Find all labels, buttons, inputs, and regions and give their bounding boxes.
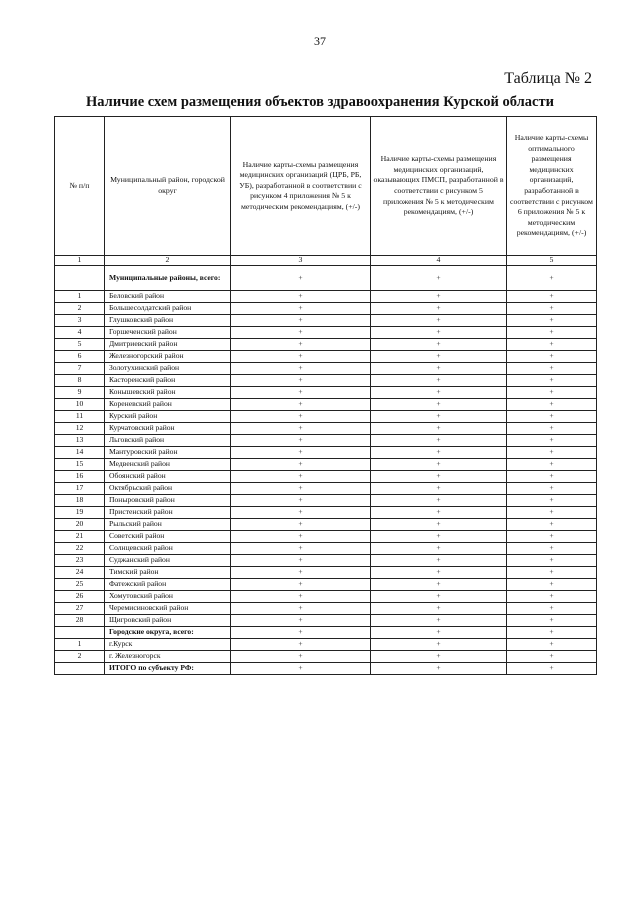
section-num <box>55 662 105 674</box>
table-row <box>55 326 597 338</box>
map-crb-value: + <box>231 386 371 398</box>
map-pmsp-value: + <box>371 446 507 458</box>
table-row <box>55 362 597 374</box>
map-pmsp-value: + <box>371 590 507 602</box>
map-crb-value: + <box>231 434 371 446</box>
row-number: 14 <box>55 446 105 458</box>
district-name: Золотухинский район <box>105 362 231 374</box>
map-optimal-value: + <box>507 614 597 626</box>
map-crb-value: + <box>231 350 371 362</box>
district-name: Кореневский район <box>105 398 231 410</box>
district-name: Октябрьский район <box>105 482 231 494</box>
table-row <box>55 614 597 626</box>
map-crb-value: + <box>231 362 371 374</box>
row-number: 19 <box>55 506 105 518</box>
district-name: Пристенский район <box>105 506 231 518</box>
map-crb-value: + <box>231 638 371 650</box>
map-pmsp-value: + <box>371 518 507 530</box>
row-number: 21 <box>55 530 105 542</box>
map-pmsp-value: + <box>371 362 507 374</box>
map-crb-value: + <box>231 398 371 410</box>
district-name: Беловский район <box>105 290 231 302</box>
column-number: 1 <box>55 256 105 266</box>
section-value: + <box>507 662 597 674</box>
map-pmsp-value: + <box>371 302 507 314</box>
table-body <box>55 265 597 674</box>
row-number: 8 <box>55 374 105 386</box>
map-crb-value: + <box>231 482 371 494</box>
map-optimal-value: + <box>507 386 597 398</box>
map-pmsp-value: + <box>371 410 507 422</box>
section-value: + <box>371 662 507 674</box>
section-value: + <box>231 662 371 674</box>
district-name: Черемисиновский район <box>105 602 231 614</box>
map-crb-value: + <box>231 374 371 386</box>
map-pmsp-value: + <box>371 554 507 566</box>
map-pmsp-value: + <box>371 326 507 338</box>
row-number: 5 <box>55 338 105 350</box>
row-number: 23 <box>55 554 105 566</box>
map-optimal-value: + <box>507 554 597 566</box>
table-row <box>55 638 597 650</box>
map-pmsp-value: + <box>371 374 507 386</box>
map-pmsp-value: + <box>371 566 507 578</box>
map-optimal-value: + <box>507 482 597 494</box>
map-pmsp-value: + <box>371 290 507 302</box>
row-number: 13 <box>55 434 105 446</box>
map-pmsp-value: + <box>371 458 507 470</box>
table-label: Таблица № 2 <box>504 70 592 87</box>
header-map-pmsp: Наличие карты-схемы размещения медицинских организаций, оказывающих ПМСП, разработанной в соответствии с рисунком 5 приложения № 5 к методическим рекомендациям, (+/-) <box>371 117 507 256</box>
row-number: 4 <box>55 326 105 338</box>
map-pmsp-value: + <box>371 602 507 614</box>
row-number: 3 <box>55 314 105 326</box>
header-num: № п/п <box>55 117 105 256</box>
map-pmsp-value: + <box>371 506 507 518</box>
section-value: + <box>371 265 507 290</box>
section-value: + <box>371 626 507 638</box>
district-name: Глушковский район <box>105 314 231 326</box>
district-name: Обоянский район <box>105 470 231 482</box>
map-crb-value: + <box>231 650 371 662</box>
map-optimal-value: + <box>507 566 597 578</box>
table-row <box>55 602 597 614</box>
map-crb-value: + <box>231 326 371 338</box>
map-optimal-value: + <box>507 590 597 602</box>
map-crb-value: + <box>231 290 371 302</box>
table-row <box>55 398 597 410</box>
header-district: Муниципальный район, городской округ <box>105 117 231 256</box>
district-name: Солнцевский район <box>105 542 231 554</box>
map-optimal-value: + <box>507 374 597 386</box>
district-name: Конышевский район <box>105 386 231 398</box>
district-name: г. Железногорск <box>105 650 231 662</box>
map-optimal-value: + <box>507 410 597 422</box>
map-crb-value: + <box>231 530 371 542</box>
map-optimal-value: + <box>507 638 597 650</box>
table-row <box>55 470 597 482</box>
map-crb-value: + <box>231 494 371 506</box>
row-number: 25 <box>55 578 105 590</box>
district-name: Рыльский район <box>105 518 231 530</box>
map-pmsp-value: + <box>371 542 507 554</box>
map-optimal-value: + <box>507 338 597 350</box>
district-name: Курчатовский район <box>105 422 231 434</box>
district-name: Железногорский район <box>105 350 231 362</box>
map-pmsp-value: + <box>371 614 507 626</box>
table-row <box>55 650 597 662</box>
map-crb-value: + <box>231 338 371 350</box>
map-pmsp-value: + <box>371 314 507 326</box>
table-row <box>55 494 597 506</box>
table-row <box>55 338 597 350</box>
row-number: 22 <box>55 542 105 554</box>
table-row <box>55 542 597 554</box>
map-crb-value: + <box>231 446 371 458</box>
table-row <box>55 290 597 302</box>
section-label: Муниципальные районы, всего: <box>105 265 231 290</box>
section-row-municipal <box>55 265 597 290</box>
section-num <box>55 265 105 290</box>
row-number: 20 <box>55 518 105 530</box>
district-name: Мантуровский район <box>105 446 231 458</box>
section-value: + <box>507 626 597 638</box>
table-row <box>55 590 597 602</box>
district-name: Медвенский район <box>105 458 231 470</box>
row-number: 1 <box>55 290 105 302</box>
table-row <box>55 458 597 470</box>
map-optimal-value: + <box>507 350 597 362</box>
map-optimal-value: + <box>507 446 597 458</box>
header-map-optimal: Наличие карты-схемы оптимального размещения медицинских организаций, разработанной в соответствии с рисунком 6 приложения № 5 к методическим рекомендациям, (+/-) <box>507 117 597 256</box>
column-number: 2 <box>105 256 231 266</box>
district-name: Большесолдатский район <box>105 302 231 314</box>
district-name: Касторенский район <box>105 374 231 386</box>
health-facilities-table <box>54 116 597 675</box>
map-crb-value: + <box>231 422 371 434</box>
map-optimal-value: + <box>507 506 597 518</box>
section-label: Городские округа, всего: <box>105 626 231 638</box>
table-row <box>55 386 597 398</box>
map-crb-value: + <box>231 410 371 422</box>
map-pmsp-value: + <box>371 578 507 590</box>
map-pmsp-value: + <box>371 638 507 650</box>
page-number: 37 <box>314 34 326 48</box>
table-row <box>55 518 597 530</box>
map-crb-value: + <box>231 302 371 314</box>
table-row <box>55 434 597 446</box>
district-name: Суджанский район <box>105 554 231 566</box>
row-number: 18 <box>55 494 105 506</box>
map-pmsp-value: + <box>371 482 507 494</box>
map-optimal-value: + <box>507 470 597 482</box>
table-row <box>55 554 597 566</box>
map-crb-value: + <box>231 506 371 518</box>
map-crb-value: + <box>231 542 371 554</box>
row-number: 1 <box>55 638 105 650</box>
map-optimal-value: + <box>507 314 597 326</box>
map-optimal-value: + <box>507 302 597 314</box>
column-number: 4 <box>371 256 507 266</box>
document-title: Наличие схем размещения объектов здравоохранения Курской области <box>86 94 554 110</box>
table-row <box>55 566 597 578</box>
table-row <box>55 446 597 458</box>
map-optimal-value: + <box>507 398 597 410</box>
map-crb-value: + <box>231 470 371 482</box>
district-name: Советский район <box>105 530 231 542</box>
row-number: 11 <box>55 410 105 422</box>
map-optimal-value: + <box>507 518 597 530</box>
column-number: 5 <box>507 256 597 266</box>
row-number: 2 <box>55 650 105 662</box>
section-row-total <box>55 662 597 674</box>
table-row <box>55 314 597 326</box>
map-crb-value: + <box>231 566 371 578</box>
map-pmsp-value: + <box>371 650 507 662</box>
district-name: Хомутовский район <box>105 590 231 602</box>
row-number: 7 <box>55 362 105 374</box>
row-number: 24 <box>55 566 105 578</box>
row-number: 27 <box>55 602 105 614</box>
map-optimal-value: + <box>507 542 597 554</box>
table-row <box>55 350 597 362</box>
map-crb-value: + <box>231 578 371 590</box>
map-pmsp-value: + <box>371 398 507 410</box>
map-crb-value: + <box>231 602 371 614</box>
row-number: 2 <box>55 302 105 314</box>
map-optimal-value: + <box>507 458 597 470</box>
map-pmsp-value: + <box>371 470 507 482</box>
row-number: 10 <box>55 398 105 410</box>
row-number: 16 <box>55 470 105 482</box>
district-name: Горшеченский район <box>105 326 231 338</box>
section-value: + <box>507 265 597 290</box>
district-name: Фатежский район <box>105 578 231 590</box>
map-optimal-value: + <box>507 422 597 434</box>
map-optimal-value: + <box>507 290 597 302</box>
row-number: 9 <box>55 386 105 398</box>
map-crb-value: + <box>231 614 371 626</box>
table-row <box>55 530 597 542</box>
district-name: г.Курск <box>105 638 231 650</box>
table-row <box>55 374 597 386</box>
column-numbers-row <box>55 256 597 266</box>
map-pmsp-value: + <box>371 434 507 446</box>
section-value: + <box>231 626 371 638</box>
map-pmsp-value: + <box>371 422 507 434</box>
row-number: 6 <box>55 350 105 362</box>
table-row <box>55 422 597 434</box>
map-optimal-value: + <box>507 326 597 338</box>
map-pmsp-value: + <box>371 494 507 506</box>
district-name: Курский район <box>105 410 231 422</box>
table-row <box>55 302 597 314</box>
column-number: 3 <box>231 256 371 266</box>
table-row <box>55 506 597 518</box>
map-crb-value: + <box>231 590 371 602</box>
map-optimal-value: + <box>507 362 597 374</box>
map-pmsp-value: + <box>371 530 507 542</box>
table-row <box>55 410 597 422</box>
map-optimal-value: + <box>507 494 597 506</box>
map-pmsp-value: + <box>371 338 507 350</box>
map-optimal-value: + <box>507 530 597 542</box>
map-pmsp-value: + <box>371 386 507 398</box>
map-optimal-value: + <box>507 434 597 446</box>
row-number: 15 <box>55 458 105 470</box>
map-optimal-value: + <box>507 650 597 662</box>
map-crb-value: + <box>231 314 371 326</box>
table-row <box>55 482 597 494</box>
map-crb-value: + <box>231 458 371 470</box>
map-pmsp-value: + <box>371 350 507 362</box>
row-number: 17 <box>55 482 105 494</box>
row-number: 12 <box>55 422 105 434</box>
map-crb-value: + <box>231 518 371 530</box>
district-name: Дмитриевский район <box>105 338 231 350</box>
district-name: Щигровский район <box>105 614 231 626</box>
table-row <box>55 578 597 590</box>
map-optimal-value: + <box>507 602 597 614</box>
row-number: 28 <box>55 614 105 626</box>
section-value: + <box>231 265 371 290</box>
section-row-city <box>55 626 597 638</box>
district-name: Тимский район <box>105 566 231 578</box>
section-label: ИТОГО по субъекту РФ: <box>105 662 231 674</box>
district-name: Поныровский район <box>105 494 231 506</box>
district-name: Льговский район <box>105 434 231 446</box>
row-number: 26 <box>55 590 105 602</box>
header-map-crb: Наличие карты-схемы размещения медицинских организаций (ЦРБ, РБ, УБ), разработанной в соответствии с рисунком 4 приложения № 5 к методическим рекомендациям, (+/-) <box>231 117 371 256</box>
map-crb-value: + <box>231 554 371 566</box>
section-num <box>55 626 105 638</box>
map-optimal-value: + <box>507 578 597 590</box>
header-row <box>55 117 597 256</box>
